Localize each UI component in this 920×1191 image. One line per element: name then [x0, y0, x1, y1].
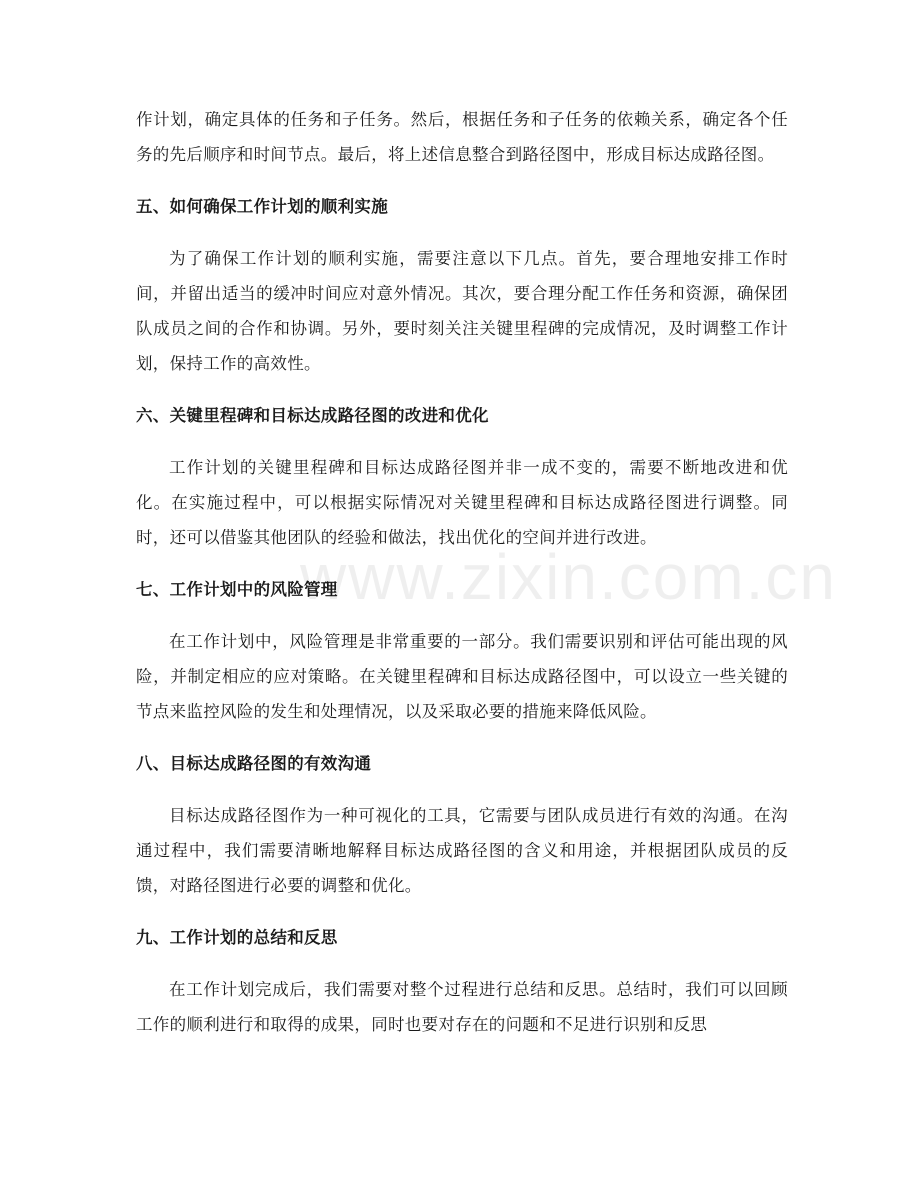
- section-heading-6: 六、关键里程碑和目标达成路径图的改进和优化: [136, 406, 489, 425]
- paragraph-section-6: 工作计划的关键里程碑和目标达成路径图并非一成不变的，需要不断地改进和优化。在实施过程中，可以根据实际情况对关键里程碑和目标达成路径图进行调整。同时，还可以借鉴其他团队的经验和做法，找出优化的空间并进行改进。: [136, 458, 788, 547]
- paragraph-continued: 作计划，确定具体的任务和子任务。然后，根据任务和子任务的依赖关系，确定各个任务的先后顺序和时间节点。最后，将上述信息整合到路径图中，形成目标达成路径图。: [136, 110, 788, 164]
- section-heading-9: 九、工作计划的总结和反思: [136, 928, 338, 947]
- document-body: [136, 102, 788, 1059]
- paragraph-section-9: 在工作计划完成后，我们需要对整个过程进行总结和反思。总结时，我们可以回顾工作的顺利进行和取得的成果，同时也要对存在的问题和不足进行识别和反思: [136, 980, 788, 1034]
- paragraph-section-5: 为了确保工作计划的顺利实施，需要注意以下几点。首先，要合理地安排工作时间，并留出适当的缓冲时间应对意外情况。其次，要合理分配工作任务和资源，确保团队成员之间的合作和协调。另外，要时刻关注关键里程碑的完成情况，及时调整工作计划，保持工作的高效性。: [136, 249, 788, 373]
- section-heading-8: 八、目标达成路径图的有效沟通: [136, 754, 372, 773]
- paragraph-section-8: 目标达成路径图作为一种可视化的工具，它需要与团队成员进行有效的沟通。在沟通过程中，我们需要清晰地解释目标达成路径图的含义和用途，并根据团队成员的反馈，对路径图进行必要的调整和优化。: [136, 806, 788, 895]
- section-heading-5: 五、如何确保工作计划的顺利实施: [136, 197, 388, 216]
- watermark-text: www.zixin.com.cn: [300, 541, 837, 613]
- paragraph-section-7: 在工作计划中，风险管理是非常重要的一部分。我们需要识别和评估可能出现的风险，并制定相应的应对策略。在关键里程碑和目标达成路径图中，可以设立一些关键的节点来监控风险的发生和处理情况，以及采取必要的措施来降低风险。: [136, 632, 788, 721]
- section-heading-7: 七、工作计划中的风险管理: [136, 580, 338, 599]
